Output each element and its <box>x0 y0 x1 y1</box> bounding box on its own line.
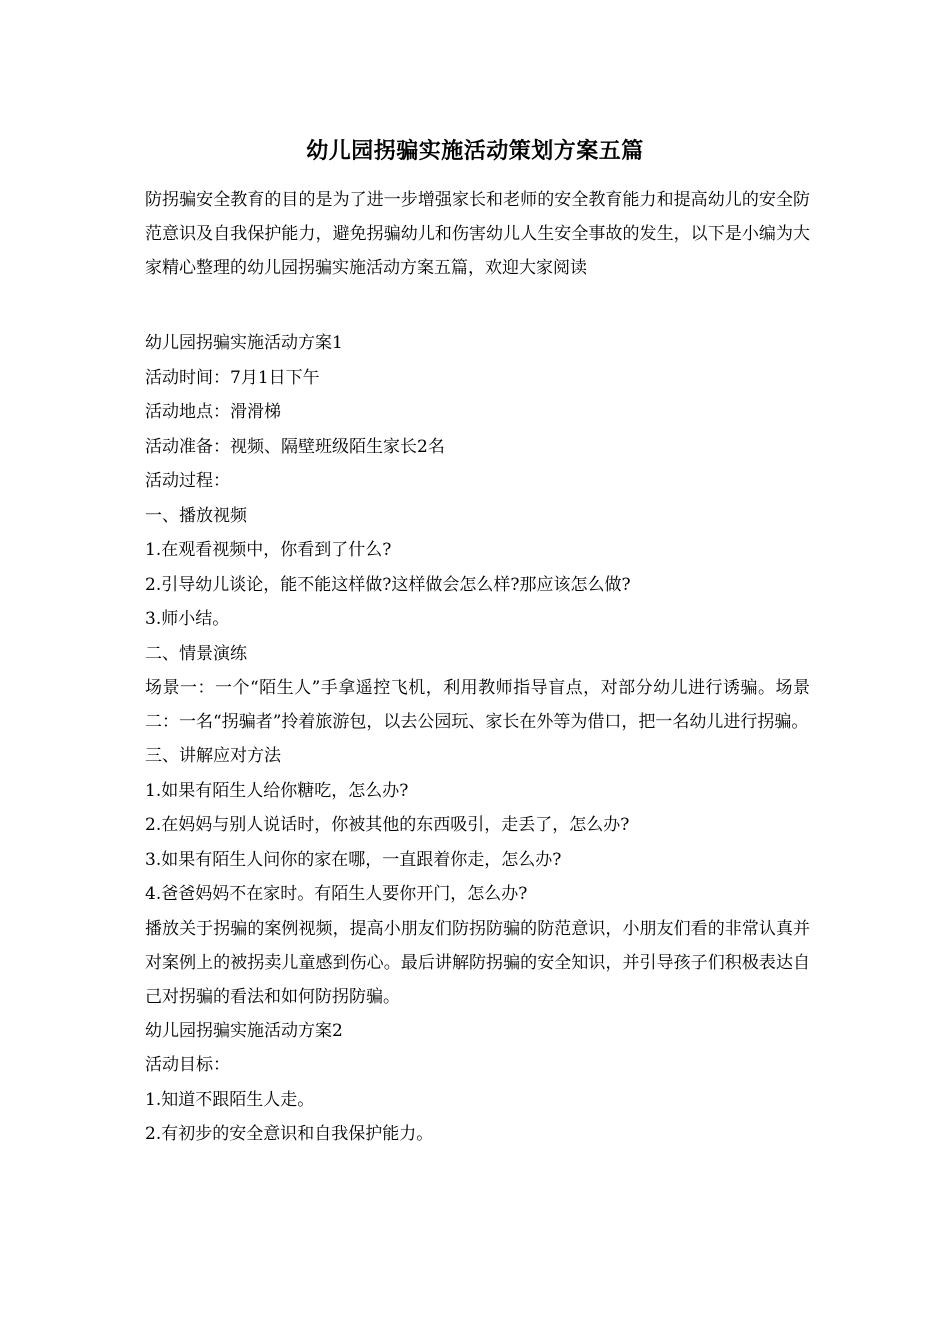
step1-item: 3.师小结。 <box>145 609 230 629</box>
plan2-goal-item: 1.知道不跟陌生人走。 <box>145 1089 315 1110</box>
plan1-heading: 幼儿园拐骗实施活动方案1 <box>145 333 343 353</box>
step1-title: 一、播放视频 <box>145 505 247 526</box>
summary-paragraph: 播放关于拐骗的案例视频，提高小朋友们防拐防骗的防范意识，小朋友们看的非常认真并对案例上的被拐卖儿童感到伤心。最后讲解防拐骗的安全知识，并引导孩子们积极表达自己对拐骗的看法和如何防拐防骗。 <box>145 918 810 1007</box>
plan2-goal: 活动目标： <box>145 1055 230 1075</box>
step3-item: 1.如果有陌生人给你糖吃，怎么办? <box>145 780 409 801</box>
step3-item: 2.在妈妈与别人说话时，你被其他的东西吸引，走丢了，怎么办? <box>145 815 630 835</box>
document-body <box>145 326 810 1152</box>
intro-paragraph: 防拐骗安全教育的目的是为了进一步增强家长和老师的安全教育能力和提高幼儿的安全防范意识及自我保护能力，避免拐骗幼儿和伤害幼儿人生安全事故的发生，以下是小编为大家精心整理的幼儿园拐骗实施活动方案五篇，欢迎大家阅读 <box>145 190 810 278</box>
step1-item: 2.引导幼儿谈论，能不能这样做?这样做会怎么样?那应该怎么做? <box>145 574 631 595</box>
document-title: 幼儿园拐骗实施活动策划方案五篇 <box>306 138 644 164</box>
step1-item: 1.在观看视频中，你看到了什么? <box>145 540 392 560</box>
step2-paragraph: 场景一：一个“陌生人”手拿遥控飞机，利用教师指导盲点，对部分幼儿进行诱骗。场景二：一名“拐骗者”拎着旅游包，以去公园玩、家长在外等为借口，把一名幼儿进行拐骗。 <box>145 678 810 732</box>
activity-prep: 活动准备：视频、隔壁班级陌生家长2名 <box>145 436 445 457</box>
activity-process: 活动过程： <box>145 471 230 491</box>
step3-title: 三、讲解应对方法 <box>145 746 281 766</box>
step3-item: 3.如果有陌生人问你的家在哪，一直跟着你走，怎么办? <box>145 849 562 870</box>
activity-time: 活动时间：7月1日下午 <box>145 367 320 388</box>
plan2-heading: 幼儿园拐骗实施活动方案2 <box>145 1020 343 1041</box>
activity-place: 活动地点：滑滑梯 <box>145 402 281 422</box>
plan2-goal-item: 2.有初步的安全意识和自我保护能力。 <box>145 1124 434 1144</box>
step2-title: 二、情景演练 <box>145 643 247 664</box>
step3-item: 4.爸爸妈妈不在家时。有陌生人要你开门，怎么办? <box>145 884 528 904</box>
